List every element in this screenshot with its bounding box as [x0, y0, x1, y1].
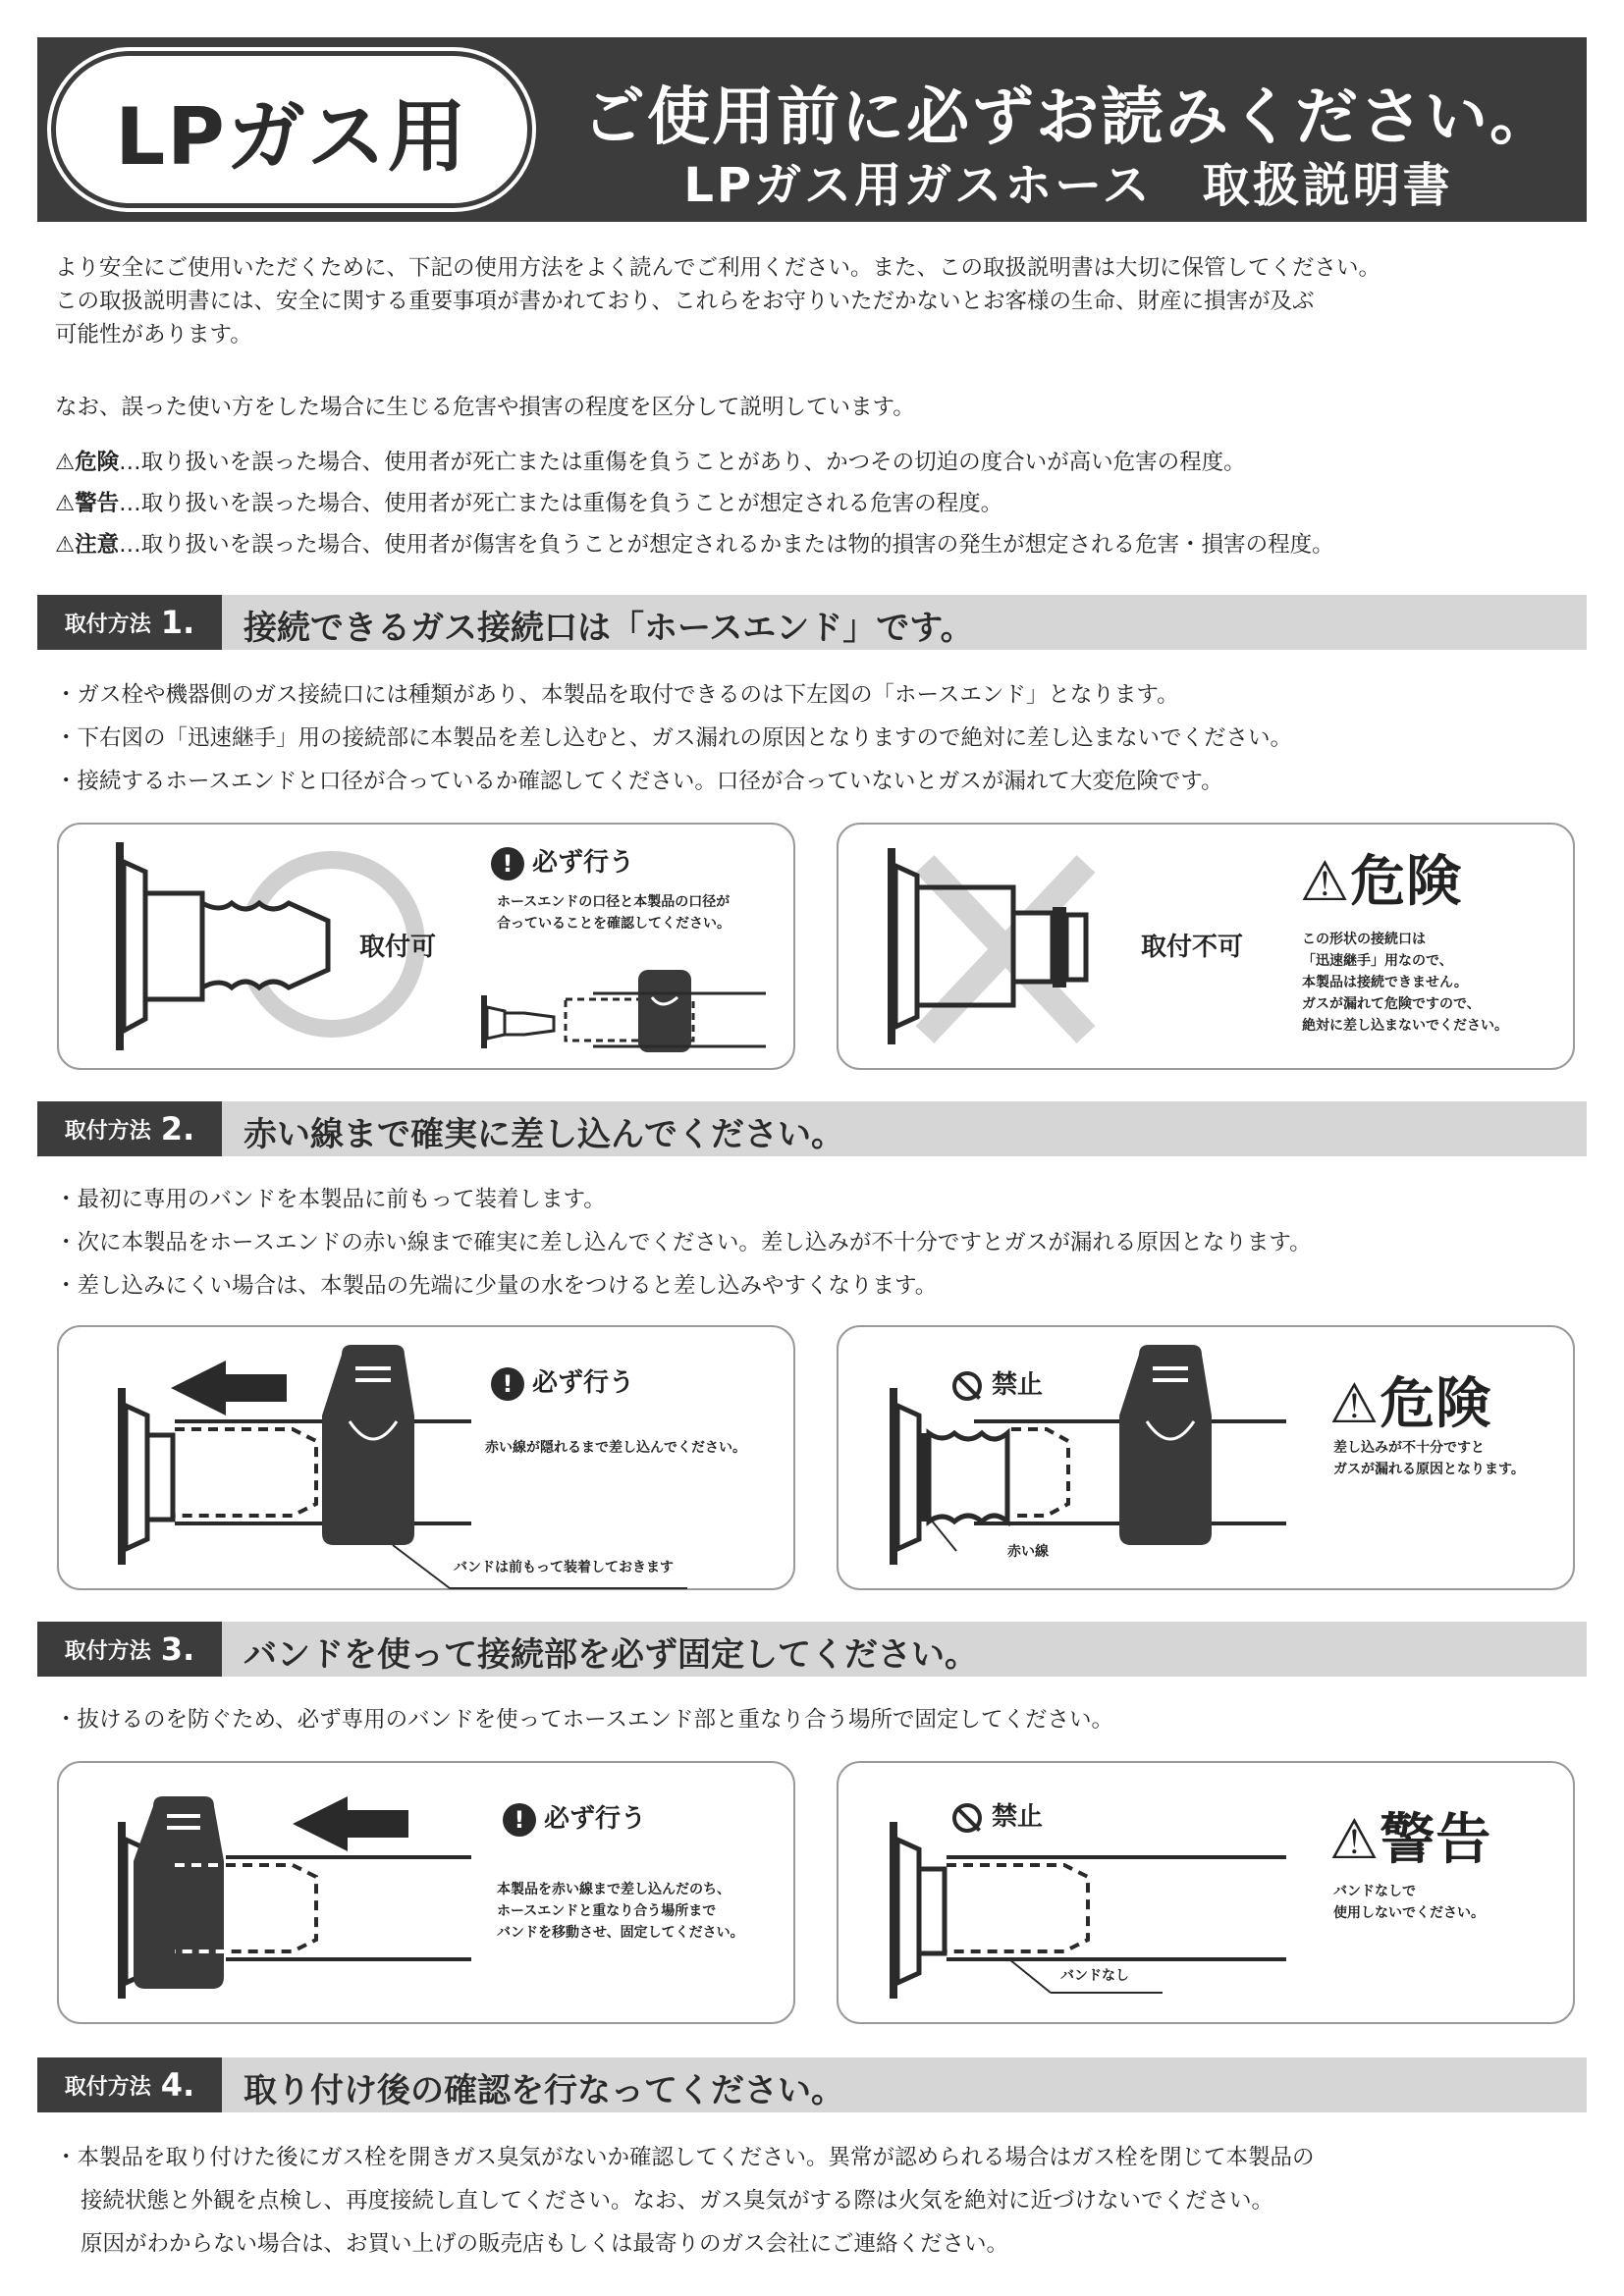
intro-line: 可能性があります。 [55, 322, 252, 347]
danger-definition: ⚠危険…取り扱いを誤った場合、使用者が死亡または重傷を負うことがあり、かつその切迫の度合いが高い危害の程度。 [55, 450, 1246, 475]
continuation-line: 原因がわからない場合は、お買い上げの販売店もしくは最寄りのガス会社にご連絡ください。 [81, 2231, 1009, 2257]
band-note: バンドは前もって装着しておきます [454, 1560, 674, 1575]
intro-line: より安全にご使用いただくために、下記の使用方法をよく読んでご利用ください。また、この取扱説明書は大切に保管してください。 [55, 255, 1381, 281]
must-do-note: 本製品を赤い線まで差し込んだのち、 ホースエンドと重なり合う場所まで バンドを移動させ、固定してください。 [497, 1882, 744, 1941]
figure-insufficient-insert [837, 1325, 1575, 1590]
warning-note: バンドなしで 使用しないでください。 [1333, 1884, 1485, 1921]
section-4-bullets [55, 2136, 1315, 2179]
prohibit-heading: 禁止 [952, 1364, 1043, 1401]
intro-paragraph-1 [55, 251, 1587, 351]
bullet-item: ・ 次に本製品をホースエンドの赤い線まで確実に差し込んでください。差し込みが不十分ですとガスが漏れる原因となります。 [55, 1221, 1312, 1264]
header-banner [37, 37, 1587, 222]
figure-quick-coupling-ng [837, 823, 1575, 1070]
must-do-note: ホースエンドの口径と本製品の口径が 合っていることを確認してください。 [497, 894, 731, 932]
exclamation-icon: ! [491, 847, 524, 881]
figure-no-band [837, 1761, 1575, 2024]
section-3-bullets [55, 1698, 1113, 1741]
figure-insert-to-red-line [57, 1325, 795, 1590]
red-line-label: 赤い線 [1007, 1544, 1049, 1560]
caution-definition: ⚠注意…取り扱いを誤った場合、使用者が傷害を負うことが想定されるかまたは物的損害の発生が想定される危害・損害の程度。 [55, 532, 1334, 558]
section-4-label: 取付方法 4. [37, 2057, 222, 2112]
section-1-heading [37, 595, 1587, 650]
no-band-label: バンドなし [1060, 1968, 1129, 1984]
bullet-item: ・ 下右図の「迅速継手」用の接続部に本製品を差し込むと、ガス漏れの原因となりますので絶対に差し込まないでください。 [55, 717, 1292, 760]
prohibit-heading: 禁止 [952, 1796, 1043, 1833]
section-4-heading [37, 2057, 1587, 2112]
section-4-continuation [81, 2179, 1273, 2266]
must-do-note: 赤い線が隠れるまで差し込んでください。 [485, 1440, 746, 1456]
section-2-heading [37, 1101, 1587, 1156]
must-do-heading: ! 必ず行う [491, 1362, 634, 1401]
ok-label: 取付可 [359, 933, 437, 962]
warning-label: ⚠警告 [1329, 1808, 1492, 1872]
bullet-item: ・ 差し込みにくい場合は、本製品の先端に少量の水をつけると差し込みやすくなります。 [55, 1264, 1312, 1308]
section-1-bullets [55, 673, 1292, 803]
lp-gas-badge: LPガス用 [51, 51, 532, 208]
ng-label: 取付不可 [1141, 933, 1244, 962]
exclamation-icon: ! [491, 1367, 524, 1401]
danger-note: 差し込みが不十分ですと ガスが漏れる原因となります。 [1333, 1440, 1525, 1477]
danger-label: ⚠危険 [1300, 850, 1463, 914]
figure-hose-end-ok [57, 823, 795, 1070]
section-3-title: バンドを使って接続部を必ず固定してください。 [244, 1635, 978, 1675]
danger-note: この形状の接続口は 「迅速継手」用なので、 本製品は接続できません。 ガスが漏れて危険ですので、 絶対に差し込まないでください。 [1302, 932, 1508, 1034]
section-2-bullets [55, 1178, 1312, 1308]
section-3-label: 取付方法 3. [37, 1622, 222, 1677]
must-do-heading: ! 必ず行う [503, 1798, 646, 1837]
section-4-title: 取り付け後の確認を行なってください。 [244, 2071, 844, 2110]
warning-definition: ⚠警告…取り扱いを誤った場合、使用者が死亡または重傷を負うことが想定される危害の程度。 [55, 491, 1003, 516]
section-2-label: 取付方法 2. [37, 1101, 222, 1156]
intro-paragraph-2: なお、誤った使い方をした場合に生じる危害や損害の程度を区分して説明しています。 [55, 395, 915, 420]
prohibited-icon [952, 1371, 982, 1401]
bullet-item: ・ ガス栓や機器側のガス接続口には種類があり、本製品を取付できるのは下左図の「ホースエンド」となります。 [55, 673, 1292, 717]
must-do-heading: ! 必ず行う [491, 842, 634, 881]
header-subtitle: LPガス用ガスホース 取扱説明書 [683, 158, 1453, 213]
continuation-line: 接続状態と外観を点検し、再度接続し直してください。なお、ガス臭気がする際は火気を絶対に近づけないでください。 [81, 2188, 1274, 2214]
section-1-title: 接続できるガス接続口は「ホースエンド」です。 [244, 609, 974, 648]
intro-line: この取扱説明書には、安全に関する重要事項が書かれており、これらをお守りいただかないとお客様の生命、財産に損害が及ぶ [55, 289, 1315, 314]
hazard-definitions [55, 442, 1587, 565]
section-3-heading [37, 1622, 1587, 1677]
bullet-item: ・ 最初に専用のバンドを本製品に前もって装着します。 [55, 1178, 1312, 1221]
figure-fix-with-band [57, 1761, 795, 2024]
bullet-item: ・ 本製品を取り付けた後にガス栓を開きガス臭気がないか確認してください。異常が認められる場合はガス栓を閉じて本製品の [55, 2136, 1315, 2179]
section-2-title: 赤い線まで確実に差し込んでください。 [244, 1115, 844, 1154]
bullet-item: ・ 接続するホースエンドと口径が合っているか確認してください。口径が合っていないとガスが漏れて大変危険です。 [55, 760, 1292, 803]
bullet-item: ・ 抜けるのを防ぐため、必ず専用のバンドを使ってホースエンド部と重なり合う場所で固定してください。 [55, 1698, 1113, 1741]
header-title: ご使用前に必ずお読みください。 [582, 81, 1554, 154]
insert-illustration [59, 1327, 797, 1592]
section-1-label: 取付方法 1. [37, 595, 222, 650]
prohibited-icon [952, 1803, 982, 1833]
danger-label: ⚠危険 [1329, 1372, 1492, 1436]
exclamation-icon: ! [503, 1803, 536, 1837]
